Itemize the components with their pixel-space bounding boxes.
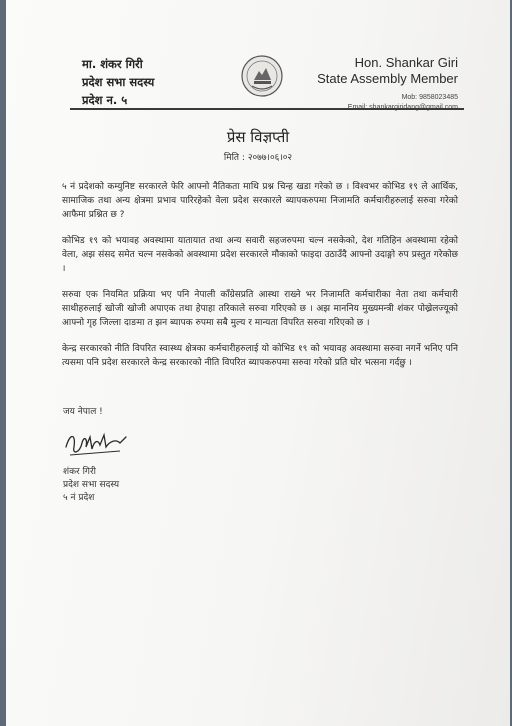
- letterhead-mobile: Mob: 9858023485: [401, 94, 458, 101]
- closing-line: जय नेपाल !: [63, 407, 103, 417]
- letterhead-right: [317, 55, 458, 113]
- letterhead-left: [82, 55, 212, 109]
- body-paragraph: ५ नं प्रदेशको कम्युनिष्ट सरकारले फेरि आफ्नो नैतिकता माथि प्रश्न चिन्ह खडा गरेको छ । विश्वभर कोभिड १९ ले आर्थिक, सामाजिक तथा अन्य क्षेत्रमा प्रभाव पारिरहेको वेला प्रदेश सरकारले ब्यापकरुपमा निजामति कर्मचारीहरुलाई सरुवा गरेको आफैमा प्रश्नित छ ?: [62, 182, 458, 220]
- press-release-page: [6, 0, 510, 726]
- signatory-role: प्रदेश सभा सदस्य: [63, 480, 120, 490]
- body-paragraph: केन्द्र सरकारको नीति विपरित स्वास्थ्य क्षेत्रका कर्मचारीहरुलाई यो कोभिड १९ को भयावह अवस्थामा सरुवा नगर्ने भनिए पनि त्यसमा पनि प्रदेश सरकारले केन्द्र सरकारको नीति विपरित ब्यापकरुपमा सरुवा गरेको प्रति घोर भत्सना गर्दछु ।: [62, 344, 458, 368]
- letterhead-name-en: Hon. Shankar Giri: [354, 55, 458, 70]
- government-emblem-icon: [240, 54, 284, 98]
- body-paragraph: सरुवा एक नियमित प्रक्रिया भए पनि नेपाली काँग्रेसप्रति आस्था राख्ने भर निजामति कर्मचारीका नेता तथा कर्मचारी साथीहरुलाई खोजी खोजी अपाएक तथा हेपाहा तरिकाले सरुवा गरिएको छ । अझ माननिय मुख्यमन्त्री शंकर पोख्रेलज्यूको आफ्नो गृह जिल्ला दाङमा त झन ब्यापक रुपमा सबै मुल्य र मान्यता विपरित सरुवा गरिएको छ ।: [62, 290, 458, 328]
- letterhead-province-np: प्रदेश न. ५: [82, 93, 128, 107]
- body-paragraph: कोभिड १९ को भयावह अवस्थामा यातायात तथा अन्य सवारी सहजरुपमा चल्न नसकेको, देश गतिहिन अवस्थामा रहेको वेला, अझ संसद समेत चल्न नसकेको अवस्थामा प्रदेश सरकारले मौकाको फाइदा उठाउँदै आफ्नो उदाङ्गो रुप प्रस्तुत गरेकोछ ।: [62, 236, 458, 274]
- letterhead-role-np: प्रदेश सभा सदस्य: [82, 75, 155, 89]
- header-divider: [70, 108, 464, 110]
- handwritten-signature: [60, 425, 134, 465]
- signatory-province: ५ नं प्रदेश: [63, 493, 95, 503]
- letterhead-name-np: मा. शंकर गिरी: [82, 57, 143, 71]
- document-body: [62, 180, 458, 382]
- letterhead-role-en: State Assembly Member: [317, 71, 458, 86]
- document-title: प्रेस विज्ञप्ती: [226, 128, 290, 146]
- signatory-name: शंकर गिरी: [63, 467, 96, 477]
- document-date: मिति : २०७७।०६।०२: [223, 153, 293, 163]
- signatory-block: [63, 466, 119, 505]
